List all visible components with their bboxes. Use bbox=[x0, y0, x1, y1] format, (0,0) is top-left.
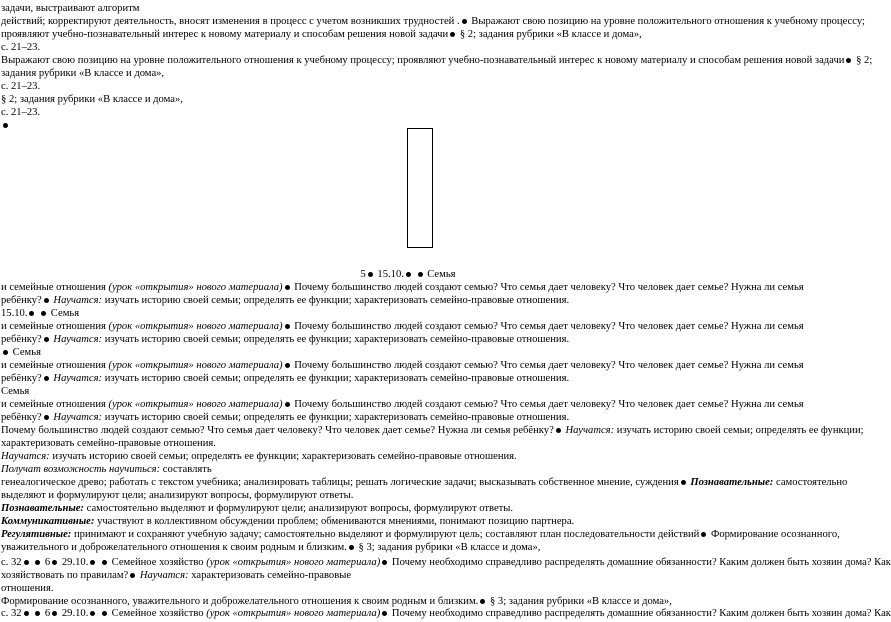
bullet-icon bbox=[285, 285, 290, 290]
bullet-icon bbox=[3, 350, 8, 355]
bullet-icon bbox=[285, 324, 290, 329]
text-line: ребёнку? Научатся: изучать историю своей семьи; определять ее функции; характеризовать семейно-правовые отношения. bbox=[1, 412, 570, 423]
text-line: с. 32 6 29.10. Семейное хозяйство (урок «открытия» нового материала) Почему необходимо справедливо распределять домашние обязанности? Каким должен быть хозяин дома? Как bbox=[1, 557, 891, 568]
bullet-icon bbox=[130, 573, 135, 578]
text-line: Выражают свою позицию на уровне положительного отношения к учебному процессу; проявляют учебно-познавательный интерес к новому материалу и способам решения новой задачи § 2; bbox=[1, 55, 873, 66]
lesson-heading: 5 15.10. Семья bbox=[360, 269, 456, 280]
bullet-icon bbox=[3, 123, 8, 128]
text-line: Получат возможность научиться: составлять bbox=[1, 464, 212, 475]
bullet-icon bbox=[35, 611, 40, 616]
text-line: и семейные отношения (урок «открытия» нового материала) Почему большинство людей создают семью? Что семья дает человеку? Что человек дает семье? Нужна ли семья bbox=[1, 399, 804, 410]
text-line: Научатся: изучать историю своей семьи; определять ее функции; характеризовать семейно-правовые отношения. bbox=[1, 451, 517, 462]
bullet-icon bbox=[285, 402, 290, 407]
bullet-icon bbox=[102, 611, 107, 616]
text-line: Формирование осознанного, уважительного и доброжелательного отношения к своим родным и близким. § 3; задания рубрики «В классе и дома», bbox=[1, 596, 672, 607]
bullet-icon bbox=[349, 545, 354, 550]
text-line bbox=[1, 119, 808, 132]
economy-block-2 bbox=[1, 607, 891, 620]
text-line: ребёнку? Научатся: изучать историю своей семьи; определять ее функции; характеризовать семейно-правовые отношения. bbox=[1, 373, 570, 384]
text-line: ребёнку? Научатся: изучать историю своей семьи; определять ее функции; характеризовать семейно-правовые отношения. bbox=[1, 295, 570, 306]
bullet-icon bbox=[102, 560, 107, 565]
bullet-icon bbox=[382, 560, 387, 565]
bullet-icon bbox=[285, 363, 290, 368]
text-line: Регулятивные: принимают и сохраняют учебную задачу; самостоятельно выделяют и формулируют цель; составляют план последовательности действий Формирование осознанного, bbox=[1, 529, 840, 540]
bullet-icon bbox=[450, 32, 455, 37]
bullet-icon bbox=[480, 599, 485, 604]
text-line: действий; корректируют деятельность, вносят изменения в процесс с учетом возникших трудностей . Выражают свою позицию на уровне положительного отношения к учебному процессу; bbox=[1, 16, 865, 27]
text-line: Семья bbox=[1, 346, 808, 359]
bullet-icon bbox=[29, 311, 34, 316]
bullet-icon bbox=[44, 337, 49, 342]
text-line: Коммуникативные: участвуют в коллективном обсуждении проблем; обмениваются мнениями, понимают позицию партнера. bbox=[1, 516, 575, 527]
text-line: Семья bbox=[1, 386, 30, 397]
bullet-icon bbox=[44, 298, 49, 303]
text-line: задания рубрики «В классе и дома», bbox=[1, 68, 165, 79]
top-text-block bbox=[1, 2, 873, 132]
bullet-icon bbox=[35, 560, 40, 565]
bullet-icon bbox=[701, 532, 706, 537]
economy-block-1 bbox=[1, 556, 891, 608]
bullet-icon bbox=[90, 611, 95, 616]
text-line: с. 21–23. bbox=[1, 42, 41, 53]
text-line: § 2; задания рубрики «В классе и дома», bbox=[1, 94, 183, 105]
bullet-icon bbox=[24, 560, 29, 565]
text-line: хозяйствовать по правилам? Научатся: характеризовать семейно-правовые bbox=[1, 570, 352, 581]
text-line: отношения. bbox=[1, 583, 54, 594]
text-line: генеалогическое древо; работать с текстом учебника; анализировать таблицы; решать логические задачи; высказывать собственное мнение, суждения Познавательные: самостоятельно bbox=[1, 477, 848, 488]
rectangle-frame bbox=[407, 128, 433, 248]
bullet-icon bbox=[44, 376, 49, 381]
lesson-block bbox=[1, 281, 808, 424]
results-block bbox=[1, 424, 864, 554]
bullet-icon bbox=[382, 611, 387, 616]
bullet-icon bbox=[52, 611, 57, 616]
bullet-icon bbox=[406, 272, 411, 277]
bullet-icon bbox=[24, 611, 29, 616]
text-line: с. 21–23. bbox=[1, 81, 41, 92]
text-line: и семейные отношения (урок «открытия» нового материала) Почему большинство людей создают семью? Что семья дает человеку? Что человек дает семье? Нужна ли семья bbox=[1, 321, 804, 332]
text-line: выделяют и формулируют цели; анализируют вопросы, формулируют ответы. bbox=[1, 490, 354, 501]
text-line: Познавательные: самостоятельно выделяют и формулируют цели; анализируют вопросы, формулируют ответы. bbox=[1, 503, 514, 514]
bullet-icon bbox=[52, 560, 57, 565]
text-line: уважительного и доброжелательного отношения к своим родным и близким. § 3; задания рубрики «В классе и дома», bbox=[1, 542, 541, 553]
bullet-icon bbox=[41, 311, 46, 316]
bullet-icon bbox=[90, 560, 95, 565]
text-line: задачи, выстраивают алгоритм bbox=[1, 3, 140, 14]
text-line: и семейные отношения (урок «открытия» нового материала) Почему большинство людей создают семью? Что семья дает человеку? Что человек дает семье? Нужна ли семья bbox=[1, 360, 804, 371]
bullet-icon bbox=[368, 272, 373, 277]
text-line: 15.10. Семья bbox=[1, 308, 80, 319]
text-line: с. 21–23. bbox=[1, 107, 41, 118]
bullet-icon bbox=[418, 272, 423, 277]
bullet-icon bbox=[846, 58, 851, 63]
text-line: проявляют учебно-познавательный интерес к новому материалу и способам решения новой задачи § 2; задания рубрики «В классе и дома», bbox=[1, 29, 642, 40]
bullet-icon bbox=[44, 415, 49, 420]
text-line: ребёнку? Научатся: изучать историю своей семьи; определять ее функции; характеризовать семейно-правовые отношения. bbox=[1, 334, 570, 345]
bullet-icon bbox=[462, 19, 467, 24]
text-line: Почему большинство людей создают семью? Что семья дает человеку? Что человек дает семье? Нужна ли семья ребёнку? Научатся: изучать историю своей семьи; определять ее функции; bbox=[1, 425, 864, 436]
text-line: и семейные отношения (урок «открытия» нового материала) Почему большинство людей создают семью? Что семья дает человеку? Что человек дает семье? Нужна ли семья bbox=[1, 282, 804, 293]
bullet-icon bbox=[556, 428, 561, 433]
text-line: с. 32 6 29.10. Семейное хозяйство (урок «открытия» нового материала) Почему необходимо справедливо распределять домашние обязанности? Каким должен быть хозяин дома? Как bbox=[1, 608, 891, 619]
text-line: характеризовать семейно-правовые отношения. bbox=[1, 438, 216, 449]
bullet-icon bbox=[681, 480, 686, 485]
